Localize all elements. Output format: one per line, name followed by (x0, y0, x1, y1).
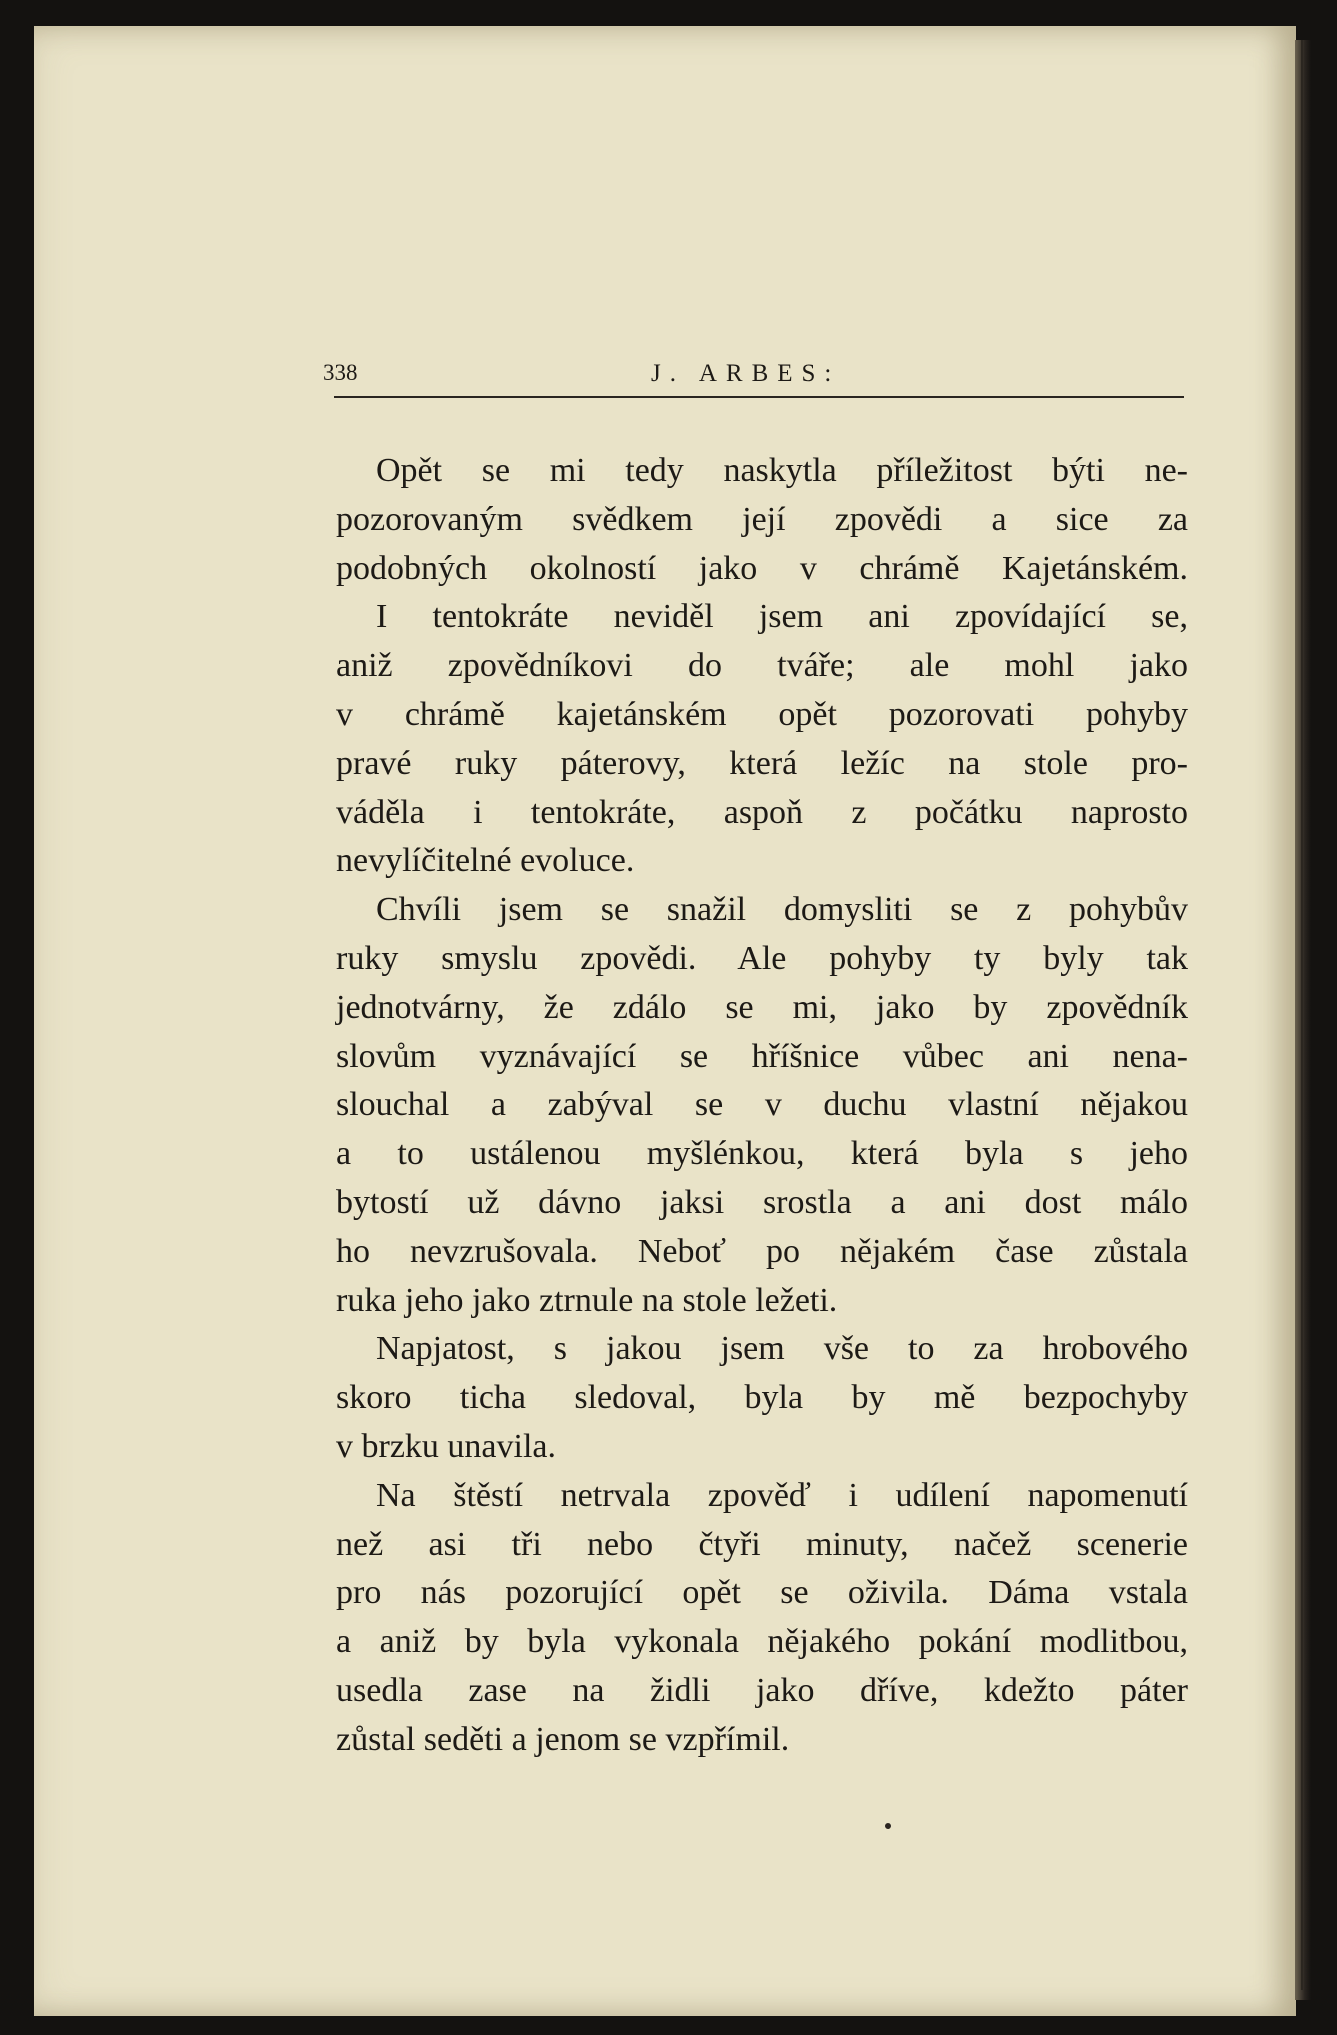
text-line: Napjatost, s jakou jsem vše to za hrobového (376, 1330, 1188, 1368)
text-line: ho nevzrušovala. Neboť po nějakém čase zůstala (336, 1232, 1188, 1270)
running-head-author: J. ARBES: (651, 360, 841, 387)
text-line: v chrámě kajetánském opět pozorovati pohyby (336, 695, 1188, 733)
paragraph-2 (336, 886, 1188, 1325)
text-line: skoro ticha sledoval, byla by mě bezpochyby (336, 1379, 1188, 1417)
page-edge-shadow (1295, 40, 1311, 2000)
page-number: 338 (323, 360, 358, 385)
text-line: a to ustálenou myšlénkou, která byla s jeho (336, 1135, 1188, 1173)
page-edge-line (1301, 40, 1303, 1990)
body-text (336, 447, 1188, 1765)
text-line: pravé ruky páterovy, která ležíc na stole pro- (336, 744, 1188, 782)
text-line: váděla i tentokráte, aspoň z počátku naprosto (336, 793, 1188, 831)
text-line: Chvíli jsem se snažil domysliti se z pohybův (376, 891, 1188, 929)
text-line: slouchal a zabýval se v duchu vlastní nějakou (336, 1086, 1188, 1124)
text-line: ruky smyslu zpovědi. Ale pohyby ty byly tak (336, 939, 1188, 977)
text-line: zůstal seděti a jenom se vzpřímil. (336, 1720, 790, 1758)
text-line: jednotvárny, že zdálo se mi, jako by zpovědník (336, 988, 1188, 1026)
paragraph-3 (336, 1325, 1188, 1471)
text-line: nevylíčitelné evoluce. (336, 842, 635, 880)
text-line: pro nás pozorující opět se oživila. Dáma vstala (336, 1574, 1188, 1612)
paragraph-1 (336, 447, 1188, 886)
text-line: aniž zpovědníkovi do tváře; ale mohl jako (336, 647, 1188, 685)
text-line: I tentokráte neviděl jsem ani zpovídající se, (376, 598, 1188, 636)
text-line: v brzku unavila. (336, 1427, 556, 1465)
text-line: podobných okolností jako v chrámě Kajetánském. (336, 549, 1188, 587)
text-line: usedla zase na židli jako dříve, kdežto páter (336, 1671, 1188, 1709)
text-line: než asi tři nebo čtyři minuty, načež scenerie (336, 1525, 1188, 1563)
text-line: slovům vyznávající se hříšnice vůbec ani nena- (336, 1037, 1188, 1075)
text-line: bytostí už dávno jaksi srostla a ani dost málo (336, 1183, 1188, 1221)
text-line: a aniž by byla vykonala nějakého pokání modlitbou, (336, 1623, 1188, 1661)
ink-speck (885, 1823, 891, 1829)
header-rule (334, 396, 1184, 398)
text-line: pozorovaným svědkem její zpovědi a sice za (336, 500, 1188, 538)
text-line: Opět se mi tedy naskytla příležitost býti ne- (376, 452, 1188, 489)
running-head (323, 360, 1183, 390)
paragraph-4 (336, 1472, 1188, 1765)
text-line: ruka jeho jako ztrnule na stole ležeti. (336, 1281, 838, 1319)
text-line: Na štěstí netrvala zpověď i udílení napomenutí (376, 1476, 1188, 1514)
